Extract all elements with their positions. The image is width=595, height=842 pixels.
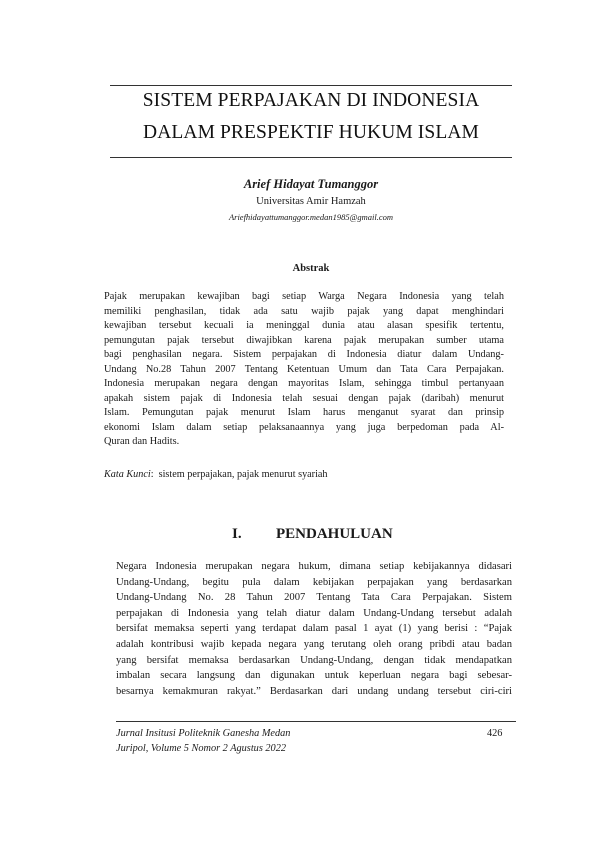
abstract-line: memiliki penghasilan, tidak ada satu wajib pajak yang dapat menghindari (104, 305, 504, 317)
abstract-line: kewajiban tersebut kecuali ia meninggal dunia atau alasan spesifik tertentu, (104, 320, 504, 332)
body-line: yang bersifat memaksa berdasarkan Undang-Undang, dengan tidak mendapatkan (116, 654, 512, 666)
abstract-line: apakah sistem pajak di Indonesia telah sesuai dengan pajak (daribah) menurut (104, 392, 504, 404)
author-affiliation: Universitas Amir Hamzah (256, 196, 366, 207)
section-number: I. (232, 526, 242, 542)
footer-journal: Jurnal Insitusi Politeknik Ganesha Medan (116, 728, 291, 739)
body-line: Undang-Undang, begitu pula dalam kebijakan perpajakan yang berdasarkan (116, 576, 512, 588)
abstract-line: Islam. Pemungutan pajak menurut Islam harus menganut syarat dan prinsip (104, 407, 504, 419)
body-line: adalah kontribusi wajib kepada negara yang terutang oleh orang pribdi atau badan (116, 638, 512, 650)
footer-volume: Juripol, Volume 5 Nomor 2 Agustus 2022 (116, 743, 286, 754)
body-line: bersifat memaksa seperti yang terdapat dalam pasal 1 ayat (1) yang berisi : “Pajak (116, 623, 512, 635)
title-top-rule (110, 85, 512, 86)
body-line: perpajakan di Indonesia yang telah diatur dalam Undang-Undang tersebut adalah (116, 607, 512, 619)
abstract-line: Indonesia merupakan negara dengan mayoritas Islam, sehingga timbul pertanyaan (104, 378, 504, 390)
paper-title-line-2: DALAM PRESPEKTIF HUKUM ISLAM (143, 122, 479, 143)
page-number: 426 (487, 728, 503, 739)
section-title: PENDAHULUAN (276, 526, 393, 542)
keywords-colon: : (150, 469, 154, 480)
paper-title-line-1: SISTEM PERPAJAKAN DI INDONESIA (142, 90, 480, 111)
body-line: Undang-Undang No. 28 Tahun 2007 Tentang Tata Cara Perpajakan. Sistem (116, 592, 512, 604)
author-email[interactable]: Ariefhidayattumanggor.medan1985@gmail.com (228, 212, 394, 222)
title-bottom-rule (110, 157, 512, 158)
abstract-heading: Abstrak (292, 263, 330, 274)
body-paragraph (116, 559, 512, 699)
abstract-line: bagi penghasilan negara. Sistem perpajakan di Indonesia diatur dalam Undang- (104, 349, 504, 361)
keywords-label: Kata Kunci (104, 469, 151, 480)
abstract-line: Undang No.28 Tahun 2007 Tentang Ketentuan Umum dan Tata Cara Perpajakan. (104, 363, 504, 375)
abstract-line: ekonomi Islam dalam setiap pelaksanaannya yang juga berpedoman pada Al- (104, 421, 504, 433)
keywords-text: sistem perpajakan, pajak menurut syariah (158, 469, 328, 480)
section-heading (232, 526, 393, 543)
keywords (104, 469, 328, 480)
abstract-line: Pajak merupakan kewajiban bagi setiap Warga Negara Indonesia yang telah (104, 291, 504, 302)
body-line: Negara Indonesia merupakan negara hukum, dimana setiap kebijakannya didasari (116, 561, 512, 572)
abstract-body (104, 290, 504, 450)
body-line: imbalan secara langsung dan digunakan untuk keperluan negara bagi sebesar- (116, 670, 512, 682)
abstract-line: Quran dan Hadits. (104, 436, 180, 448)
body-line: besarnya kemakmuran rakyat.” Berdasarkan dari undang undang tersebut ciri-ciri (116, 685, 512, 697)
abstract-line: pemungutan pajak tersebut diwajibkan karena pajak merupakan sumber utama (104, 334, 504, 346)
author-name: Arief Hidayat Tumanggor (243, 177, 379, 191)
footer-rule (116, 721, 516, 722)
